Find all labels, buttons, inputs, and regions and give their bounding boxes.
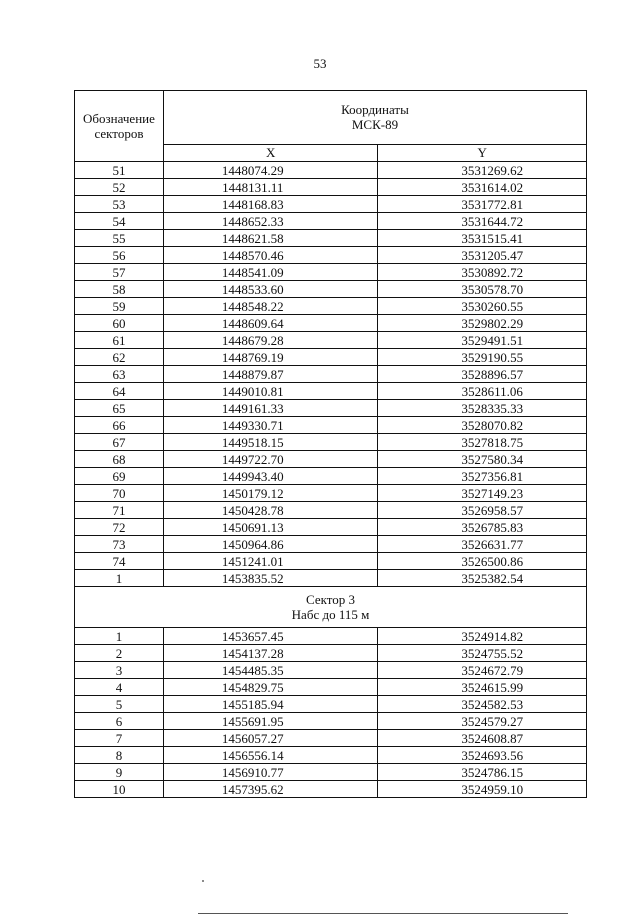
table-row [75, 247, 587, 264]
x-coordinate-cell: 1449518.15 [163, 434, 378, 451]
x-coordinate-cell: 1448679.28 [163, 332, 378, 349]
y-coordinate-cell: 3528896.57 [378, 366, 587, 383]
x-coordinate-cell: 1450964.86 [163, 536, 378, 553]
y-coordinate-cell: 3524693.56 [378, 747, 587, 764]
sector-number-cell: 6 [75, 713, 164, 730]
y-coordinate-cell: 3529491.51 [378, 332, 587, 349]
sector-number-cell: 69 [75, 468, 164, 485]
y-coordinate-cell: 3528611.06 [378, 383, 587, 400]
y-coordinate-cell: 3531644.72 [378, 213, 587, 230]
table-row [75, 349, 587, 366]
sector-number-cell: 71 [75, 502, 164, 519]
x-coordinate-cell: 1448548.22 [163, 298, 378, 315]
table-row [75, 713, 587, 730]
y-coordinate-cell: 3526785.83 [378, 519, 587, 536]
x-coordinate-cell: 1453657.45 [163, 628, 378, 645]
y-coordinate-cell: 3525382.54 [378, 570, 587, 587]
table-row [75, 747, 587, 764]
x-coordinate-cell: 1448533.60 [163, 281, 378, 298]
y-coordinate-cell: 3524582.53 [378, 696, 587, 713]
x-coordinate-cell: 1448074.29 [163, 162, 378, 179]
x-coordinate-cell: 1448621.58 [163, 230, 378, 247]
table-row [75, 553, 587, 570]
y-coordinate-cell: 3526958.57 [378, 502, 587, 519]
y-coordinate-cell: 3531614.02 [378, 179, 587, 196]
y-coordinate-cell: 3531269.62 [378, 162, 587, 179]
table-row [75, 315, 587, 332]
section-header-group [75, 587, 587, 628]
table-row [75, 451, 587, 468]
y-coordinate-cell: 3524755.52 [378, 645, 587, 662]
y-coordinate-cell: 3531772.81 [378, 196, 587, 213]
sector-number-cell: 68 [75, 451, 164, 468]
table-row [75, 679, 587, 696]
sector-number-cell: 70 [75, 485, 164, 502]
y-coordinate-cell: 3526631.77 [378, 536, 587, 553]
table-row [75, 213, 587, 230]
y-coordinate-cell: 3527580.34 [378, 451, 587, 468]
table-header [75, 91, 587, 162]
table-row [75, 298, 587, 315]
y-coordinate-cell: 3531515.41 [378, 230, 587, 247]
sector-number-cell: 51 [75, 162, 164, 179]
y-coordinate-cell: 3528335.33 [378, 400, 587, 417]
table-row [75, 645, 587, 662]
x-coordinate-cell: 1448168.83 [163, 196, 378, 213]
x-coordinate-cell: 1448541.09 [163, 264, 378, 281]
sector-number-cell: 63 [75, 366, 164, 383]
coordinates-table [74, 90, 587, 798]
sector-number-cell: 60 [75, 315, 164, 332]
sector-designation-header: Обозначение секторов [75, 91, 164, 162]
y-coordinate-cell: 3527356.81 [378, 468, 587, 485]
x-coordinate-cell: 1450691.13 [163, 519, 378, 536]
coordinates-title: Координаты [341, 102, 409, 118]
sector-number-cell: 57 [75, 264, 164, 281]
y-coordinate-cell: 3524608.87 [378, 730, 587, 747]
table-row [75, 366, 587, 383]
x-coordinate-cell: 1451241.01 [163, 553, 378, 570]
x-coordinate-cell: 1449330.71 [163, 417, 378, 434]
y-coordinate-cell: 3529190.55 [378, 349, 587, 366]
sector-number-cell: 53 [75, 196, 164, 213]
sector-number-cell: 8 [75, 747, 164, 764]
table-row [75, 502, 587, 519]
y-coordinate-cell: 3524786.15 [378, 764, 587, 781]
coordinate-system: МСК-89 [351, 117, 399, 133]
sector-number-cell: 52 [75, 179, 164, 196]
table-row [75, 536, 587, 553]
table-row [75, 468, 587, 485]
sector-number-cell: 58 [75, 281, 164, 298]
table-row [75, 179, 587, 196]
table-row [75, 628, 587, 645]
y-coordinate-cell: 3527818.75 [378, 434, 587, 451]
x-coordinate-cell: 1448652.33 [163, 213, 378, 230]
sector-number-cell: 10 [75, 781, 164, 798]
x-coordinate-cell: 1456910.77 [163, 764, 378, 781]
section-row [75, 587, 587, 628]
x-coordinate-cell: 1457395.62 [163, 781, 378, 798]
sector-number-cell: 65 [75, 400, 164, 417]
sector-number-cell: 1 [75, 570, 164, 587]
table-row [75, 662, 587, 679]
table-row [75, 230, 587, 247]
sector-number-cell: 59 [75, 298, 164, 315]
table-row [75, 570, 587, 587]
y-coordinate-cell: 3524959.10 [378, 781, 587, 798]
x-coordinate-cell: 1448769.19 [163, 349, 378, 366]
y-coordinate-cell: 3530892.72 [378, 264, 587, 281]
section-title-cell [75, 587, 587, 628]
table-row [75, 383, 587, 400]
sector-number-cell: 55 [75, 230, 164, 247]
section-subtitle: Набс до 115 м [291, 607, 370, 622]
sector-number-cell: 7 [75, 730, 164, 747]
table-row [75, 434, 587, 451]
table-body-top [75, 162, 587, 587]
x-coordinate-cell: 1449010.81 [163, 383, 378, 400]
footer-rule [198, 913, 568, 914]
x-coordinate-cell: 1450179.12 [163, 485, 378, 502]
y-coordinate-cell: 3530260.55 [378, 298, 587, 315]
sector-number-cell: 9 [75, 764, 164, 781]
y-coordinate-cell: 3524615.99 [378, 679, 587, 696]
x-coordinate-cell: 1455185.94 [163, 696, 378, 713]
sector-number-cell: 4 [75, 679, 164, 696]
sector-number-cell: 61 [75, 332, 164, 349]
x-coordinate-cell: 1454485.35 [163, 662, 378, 679]
table-row [75, 281, 587, 298]
page-number: 53 [313, 56, 327, 71]
y-coordinate-cell: 3528070.82 [378, 417, 587, 434]
table-row [75, 196, 587, 213]
x-coordinate-cell: 1453835.52 [163, 570, 378, 587]
sector-number-cell: 74 [75, 553, 164, 570]
table-row [75, 400, 587, 417]
sector-number-cell: 5 [75, 696, 164, 713]
sector-number-cell: 66 [75, 417, 164, 434]
y-coordinate-cell: 3524672.79 [378, 662, 587, 679]
x-coordinate-cell: 1449943.40 [163, 468, 378, 485]
x-coordinate-cell: 1455691.95 [163, 713, 378, 730]
x-coordinate-cell: 1450428.78 [163, 502, 378, 519]
sector-number-cell: 62 [75, 349, 164, 366]
sector-number-cell: 2 [75, 645, 164, 662]
sector-number-cell: 1 [75, 628, 164, 645]
sector-number-cell: 3 [75, 662, 164, 679]
x-coordinate-cell: 1449722.70 [163, 451, 378, 468]
sector-number-cell: 67 [75, 434, 164, 451]
y-coordinate-cell: 3526500.86 [378, 553, 587, 570]
x-coordinate-cell: 1449161.33 [163, 400, 378, 417]
table-row [75, 730, 587, 747]
table-row [75, 696, 587, 713]
table-row [75, 332, 587, 349]
x-coordinate-cell: 1454137.28 [163, 645, 378, 662]
x-coordinate-cell: 1456057.27 [163, 730, 378, 747]
table-body-bottom [75, 628, 587, 798]
table-row [75, 519, 587, 536]
x-coordinate-cell: 1448131.11 [163, 179, 378, 196]
coordinates-header [163, 91, 586, 145]
y-coordinate-cell: 3527149.23 [378, 485, 587, 502]
y-column-header: Y [378, 144, 587, 162]
x-column-header: X [163, 144, 378, 162]
table-row [75, 485, 587, 502]
sector-number-cell: 54 [75, 213, 164, 230]
sector-number-cell: 72 [75, 519, 164, 536]
sector-number-cell: 73 [75, 536, 164, 553]
x-coordinate-cell: 1454829.75 [163, 679, 378, 696]
y-coordinate-cell: 3524579.27 [378, 713, 587, 730]
table-row [75, 781, 587, 798]
x-coordinate-cell: 1448570.46 [163, 247, 378, 264]
y-coordinate-cell: 3531205.47 [378, 247, 587, 264]
y-coordinate-cell: 3530578.70 [378, 281, 587, 298]
x-coordinate-cell: 1456556.14 [163, 747, 378, 764]
section-title: Сектор 3 [305, 592, 355, 607]
x-coordinate-cell: 1448879.87 [163, 366, 378, 383]
sector-number-cell: 64 [75, 383, 164, 400]
sector-number-cell: 56 [75, 247, 164, 264]
table-row [75, 264, 587, 281]
table-row [75, 417, 587, 434]
table-row [75, 162, 587, 179]
y-coordinate-cell: 3529802.29 [378, 315, 587, 332]
table-row [75, 764, 587, 781]
y-coordinate-cell: 3524914.82 [378, 628, 587, 645]
x-coordinate-cell: 1448609.64 [163, 315, 378, 332]
scan-speck [202, 880, 204, 882]
